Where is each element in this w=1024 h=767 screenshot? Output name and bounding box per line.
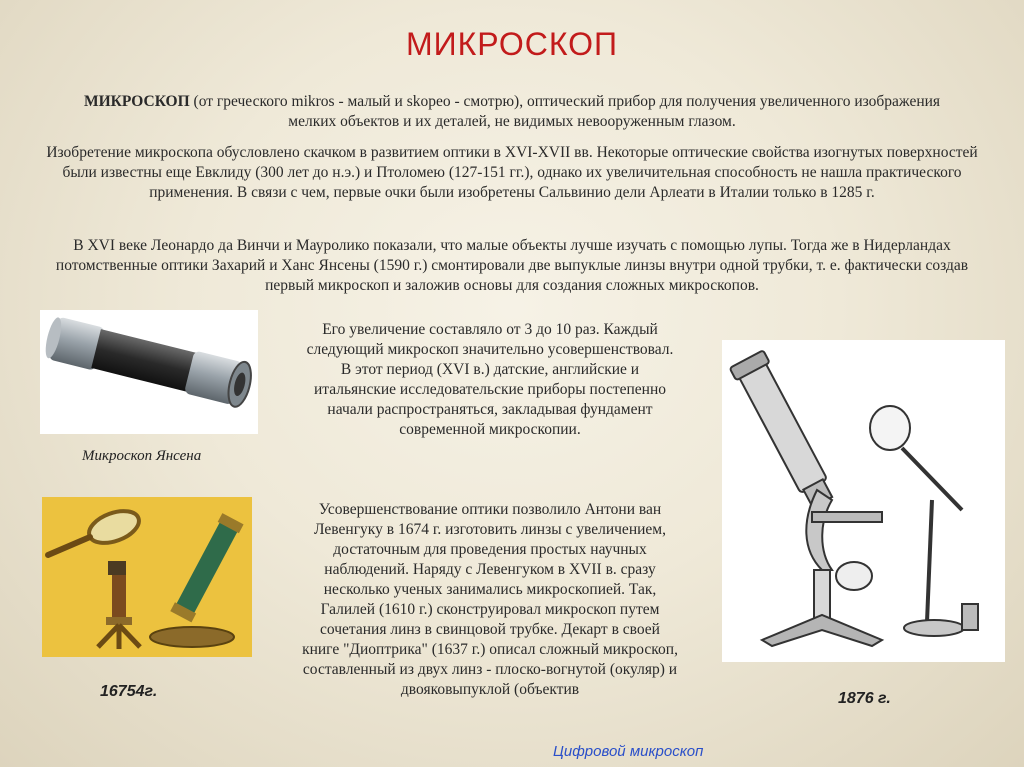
microscope-1876-image: [722, 340, 1005, 662]
history-paragraph: Изобретение микроскопа обусловлено скачком в развитием оптики в XVI-XVII вв. Некоторые оптические свойства изогнутых поверхностей были известны еще Евклиду (300 лет до н.э.) и Птоломею (127-151 гг.), однако их увеличительная способность не нашла практического применения. В связи с чем, первые очки были изобретены Сальвинио дели Арлеати в Италии только в 1285 г.: [46, 144, 978, 201]
janssen-caption: Микроскоп Янсена: [82, 448, 202, 464]
page-title: МИКРОСКОП: [405, 26, 619, 62]
intro-paragraph: [60, 92, 964, 132]
intro-term: МИКРОСКОП: [83, 93, 190, 110]
year-caption-right: 1876 г.: [838, 690, 891, 707]
janssen-microscope-image: [40, 310, 258, 434]
early-microscopes-image: [42, 497, 252, 657]
year-caption-left: 16754г.: [100, 683, 158, 700]
digital-microscope-link[interactable]: Цифровой микроскоп: [553, 743, 704, 760]
magnification-paragraph: Его увеличение составляло от 3 до 10 раз. Каждый следующий микроскоп значительно усовершенствовал. В этот период (XVI в.) датские, английские и итальянские исследовательские приборы постепенно начали распространяться, закладывая фундамент современной микроскопии.: [306, 321, 674, 438]
leeuwenhoek-paragraph: Усовершенствование оптики позволило Антони ван Левенгуку в 1674 г. изготовить линзы с увеличением, достаточным для проведения простых научных наблюдений. Наряду с Левенгуком в XVII в. сразу несколько ученых занимались микроскопией. Так, Галилей (1610 г.) сконструировал микроскоп путем сочетания линз в свинцовой трубке. Декарт в своей книге "Диоптрика" (1637 г.) описал сложный микроскоп, составленный из двух линз - плоско-вогнутой (окуляр) и двояковыпуклой (объектив: [302, 501, 678, 698]
janssen-paragraph: В XVI веке Леонардо да Винчи и Мауролико показали, что малые объекты лучше изучать с помощью лупы. Тогда же в Нидерландах потомственные оптики Захарий и Ханс Янсены (1590 г.) смонтировали две выпуклые линзы внутри одной трубки, т. е. фактически создав первый микроскоп и заложив основы для создания сложных микроскопов.: [55, 237, 969, 294]
intro-text: (от греческого mikros - малый и skopeo - смотрю), оптический прибор для получения увеличенного изображения мелких объектов и их деталей, не видимых невооруженным глазом.: [189, 93, 941, 130]
